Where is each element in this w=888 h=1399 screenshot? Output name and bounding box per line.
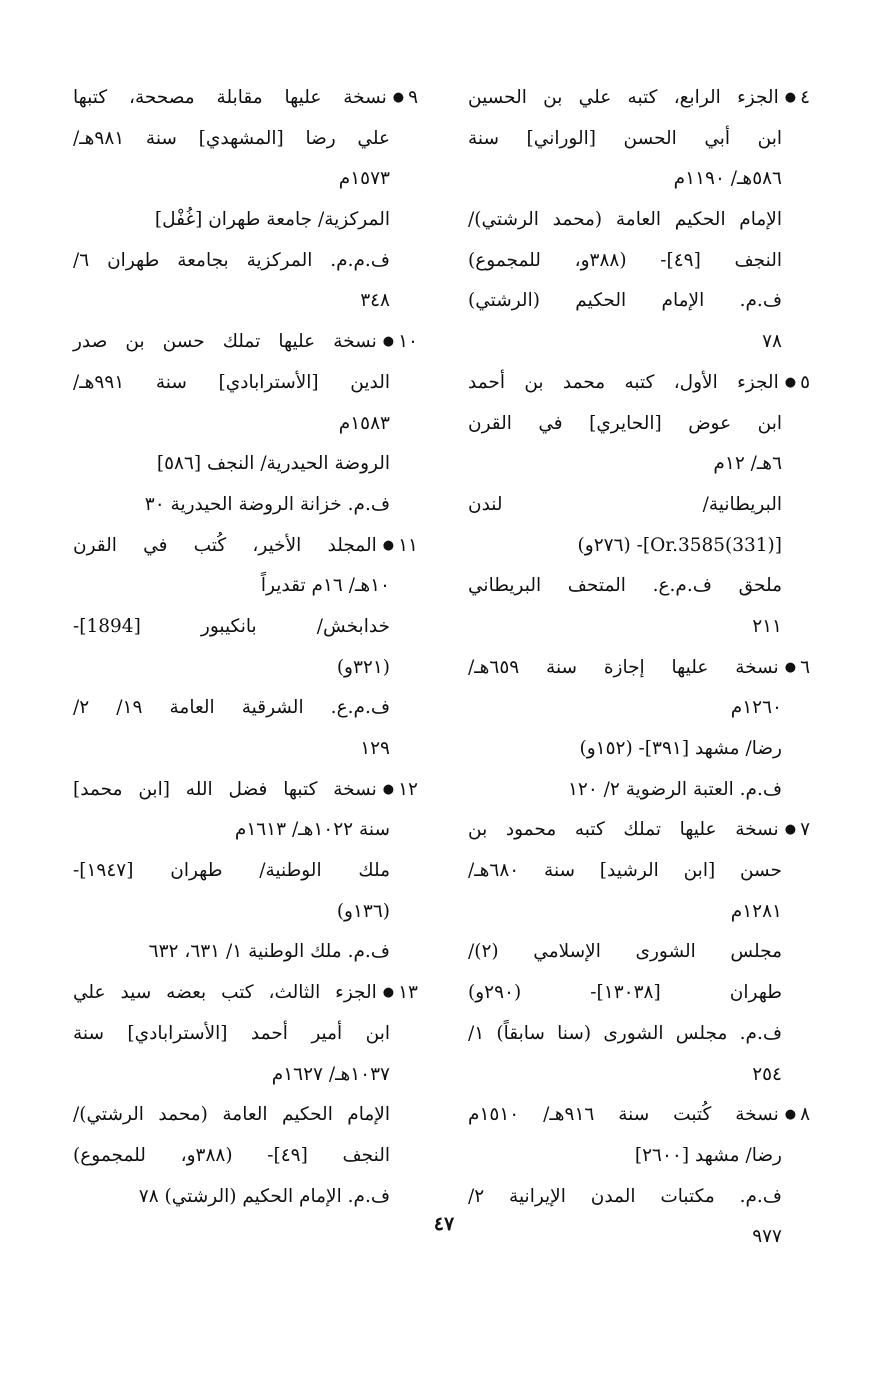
entry-title: نسخة كُتبت سنة ٩١٦هـ/ ١٥١٠م <box>468 1104 779 1126</box>
entry-line: النجف [٤٩]- (٣٨٨و، للمجموع) <box>468 249 782 271</box>
entry-line: ف.م. مجلس الشورى (سنا سابقاً) ١/ <box>468 1022 782 1044</box>
catalog-entry <box>468 78 810 363</box>
entry-line: ٥٨٦هـ/ ١١٩٠م <box>673 168 782 190</box>
entry-line: ٢٥٤ <box>752 1063 782 1085</box>
entry-line: ٢١١ <box>752 615 782 637</box>
entry-line: رضا/ مشهد [٣٩١]- (١٥٢و) <box>579 738 782 759</box>
catalog-entry <box>73 770 418 973</box>
entry-number: ٥ <box>800 371 810 393</box>
entry-line: الروضة الحيدرية/ النجف [٥٨٦] <box>156 453 390 475</box>
entry-title: الجزء الرابع، كتبه علي بن الحسين <box>468 87 779 108</box>
entry-title: نسخة عليها تملك كتبه محمود بن <box>468 819 779 841</box>
entry-line: (١٣٦و) <box>336 900 390 922</box>
catalog-entry <box>73 526 418 770</box>
entry-line: حسن [ابن الرشيد] سنة ٦٨٠هـ/ <box>468 860 782 882</box>
bullet-icon: ● <box>784 1107 797 1123</box>
entry-line: سنة ١٠٢٢هـ/ ١٦١٣م <box>234 819 390 841</box>
entry-number: ٤ <box>800 87 810 108</box>
entry-line: ١٢٩ <box>360 738 390 759</box>
entry-number: ٨ <box>800 1104 811 1126</box>
catalog-entry <box>73 322 418 525</box>
entry-line: ف.م. خزانة الروضة الحيدرية ٣٠ <box>144 493 390 515</box>
entry-title: المجلد الأخير، كُتب في القرن <box>73 534 377 556</box>
bullet-icon: ● <box>382 985 395 1001</box>
entry-title: نسخة عليها تملك حسن بن صدر <box>73 331 377 353</box>
entry-title: نسخة كتبها فضل الله [ابن محمد] <box>73 778 377 800</box>
entry-line: ١٥٧٣م <box>338 168 390 190</box>
entry-line: ٧٨ <box>762 331 782 353</box>
bullet-icon: ● <box>382 334 395 350</box>
entry-line: ف.م. مكتبات المدن الإيرانية ٢/ <box>468 1185 782 1207</box>
entry-number: ٩ <box>408 87 418 108</box>
entry-first-line <box>73 78 418 119</box>
entry-first-line <box>468 1095 810 1136</box>
entry-line: ف.م. ملك الوطنية ١/ ٦٣١، ٦٣٢ <box>148 941 390 963</box>
left-column <box>73 78 418 1217</box>
entry-line: ابن أمير أحمد [الأسترابادي] سنة <box>73 1022 390 1044</box>
catalog-entry <box>468 648 810 811</box>
entry-first-line <box>468 810 810 851</box>
right-column <box>468 78 810 1258</box>
entry-line: ف.م. الإمام الحكيم (الرشتي) <box>468 290 782 312</box>
entry-line: ١٠٣٧هـ/ ١٦٢٧م <box>271 1063 390 1085</box>
catalog-entry <box>73 78 418 322</box>
entry-line: ف.م. الإمام الحكيم (الرشتي) ٧٨ <box>138 1185 390 1207</box>
bullet-icon: ● <box>784 822 797 838</box>
bullet-icon: ● <box>382 781 395 797</box>
bullet-icon: ● <box>784 90 797 105</box>
entry-number: ٧ <box>800 819 810 841</box>
entry-line: ٣٤٨ <box>360 290 390 312</box>
entry-first-line <box>73 770 418 811</box>
bullet-icon: ● <box>392 90 405 105</box>
entry-title: الجزء الثالث، كتب بعضه سيد علي <box>73 982 377 1004</box>
entry-line: ١٥٨٣م <box>338 412 390 434</box>
entry-line: الإمام الحكيم العامة (محمد الرشتي)/ <box>73 1104 390 1126</box>
entry-number: ١٠ <box>398 331 418 353</box>
entry-line: الدين [الأسترابادي] سنة ٩٩١هـ/ <box>73 371 390 393</box>
entry-first-line <box>73 526 418 567</box>
entry-first-line <box>73 973 418 1014</box>
entry-title: الجزء الأول، كتبه محمد بن أحمد <box>468 371 779 393</box>
catalog-entry <box>468 363 810 648</box>
page-number: ٤٧ <box>433 1213 455 1235</box>
entry-line: طهران [١٣٠٣٨]- (٢٩٠و) <box>468 982 782 1004</box>
entry-first-line <box>468 363 810 404</box>
entry-line: ملك الوطنية/ طهران [١٩٤٧]- <box>73 860 390 882</box>
entry-first-line <box>73 322 418 363</box>
entry-line: (٣٢١و) <box>336 656 390 678</box>
entry-line: مجلس الشورى الإسلامي (٢)/ <box>468 941 782 963</box>
entry-first-line <box>468 648 810 689</box>
entry-number: ١٢ <box>398 778 418 800</box>
entry-line: [Or.3585(331)]- (٢٧٦و) <box>577 534 782 556</box>
entry-line: ف.م.ع. الشرقية العامة ١٩/ ٢/ <box>73 697 390 719</box>
entry-line: ملحق ف.م.ع. المتحف البريطاني <box>468 575 782 597</box>
entry-line: ف.م.م. المركزية بجامعة طهران ٦/ <box>73 249 390 271</box>
bullet-icon: ● <box>784 659 797 675</box>
entry-title: نسخة عليها إجازة سنة ٦٥٩هـ/ <box>468 656 779 678</box>
entry-line: علي رضا [المشهدي] سنة ٩٨١هـ/ <box>73 127 390 149</box>
catalog-entry <box>468 810 810 1095</box>
entry-line: ١٢٨١م <box>730 900 782 922</box>
entry-line: النجف [٤٩]- (٣٨٨و، للمجموع) <box>73 1144 390 1166</box>
entry-number: ١١ <box>398 534 418 556</box>
entry-line: المركزية/ جامعة طهران [غُفْل] <box>154 209 390 231</box>
entry-number: ١٣ <box>398 982 418 1004</box>
entry-line: رضا/ مشهد [٢٦٠٠] <box>634 1144 782 1166</box>
entry-line: خدابخش/ بانكيبور [1894]- <box>73 615 390 637</box>
bullet-icon: ● <box>382 537 395 553</box>
entry-number: ٦ <box>800 656 810 678</box>
entry-line: ابن أبي الحسن [الوراني] سنة <box>468 127 782 149</box>
entry-line: ١٠هـ/ ١٦م تقديراً <box>260 575 390 597</box>
entry-line: ف.م. العتبة الرضوية ٢/ ١٢٠ <box>567 778 782 800</box>
entry-line: البريطانية/ لندن <box>468 493 782 515</box>
catalog-entry <box>73 973 418 1217</box>
bullet-icon: ● <box>784 374 797 390</box>
entry-line: ١٢٦٠م <box>730 697 782 719</box>
entry-line: الإمام الحكيم العامة (محمد الرشتي)/ <box>468 209 782 231</box>
entry-first-line <box>468 78 810 119</box>
entry-line: ٩٧٧ <box>752 1226 782 1248</box>
entry-line: ٦هـ/ ١٢م <box>713 453 782 475</box>
entry-line: ابن عوض [الحايري] في القرن <box>468 412 782 434</box>
entry-title: نسخة عليها مقابلة مصححة، كتبها <box>73 87 387 108</box>
